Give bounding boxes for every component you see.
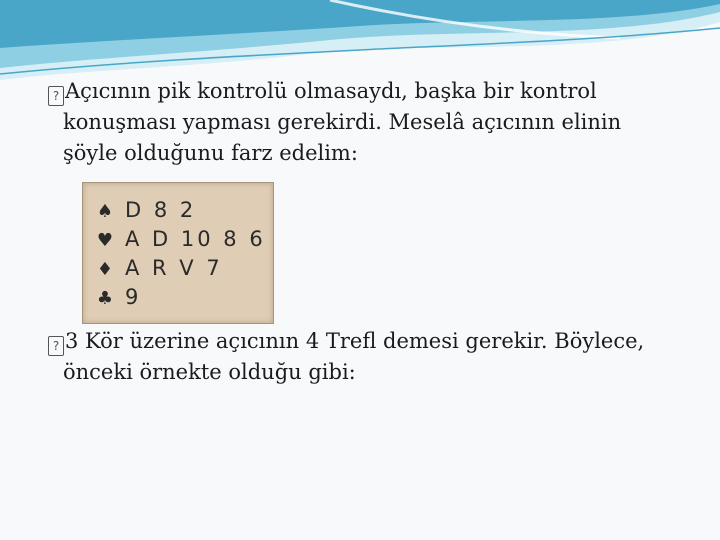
club-icon: ♣: [96, 288, 114, 309]
hand-cards-spades: D 8 2: [125, 198, 197, 222]
paragraph-1-line-2: konuşması yapması gerekirdi. Meselâ açıcının elinin: [63, 110, 622, 134]
missing-glyph-icon: ?: [48, 336, 64, 356]
paragraph-1-line-1-text: Açıcının pik kontrolü olmasaydı, başka bir kontrol: [65, 79, 597, 103]
paragraph-1-line-3: şöyle olduğunu farz edelim:: [63, 141, 358, 165]
hand-cards-hearts: A D 10 8 6: [125, 227, 266, 251]
hand-row-hearts: [95, 225, 266, 253]
paragraph-1-line-1: [48, 76, 688, 107]
heart-icon: ♥: [96, 230, 114, 251]
hand-cards-diamonds: A R V 7: [125, 256, 223, 280]
paragraph-2: [48, 326, 688, 388]
paragraph-2-line-1: [48, 326, 688, 357]
missing-glyph-icon: ?: [48, 86, 64, 106]
paragraph-1: [48, 76, 688, 169]
hand-row-spades: [95, 196, 196, 224]
hand-row-diamonds: [95, 254, 223, 282]
hand-cards-clubs: 9: [125, 285, 142, 309]
paragraph-2-line-2: önceki örnekte olduğu gibi:: [63, 360, 356, 384]
bridge-hand-card: [82, 182, 274, 324]
hand-row-clubs: [95, 283, 141, 311]
spade-icon: ♠: [96, 201, 114, 222]
diamond-icon: ♦: [96, 259, 114, 280]
paragraph-2-line-1-text: 3 Kör üzerine açıcının 4 Trefl demesi gerekir. Böylece,: [65, 329, 645, 353]
